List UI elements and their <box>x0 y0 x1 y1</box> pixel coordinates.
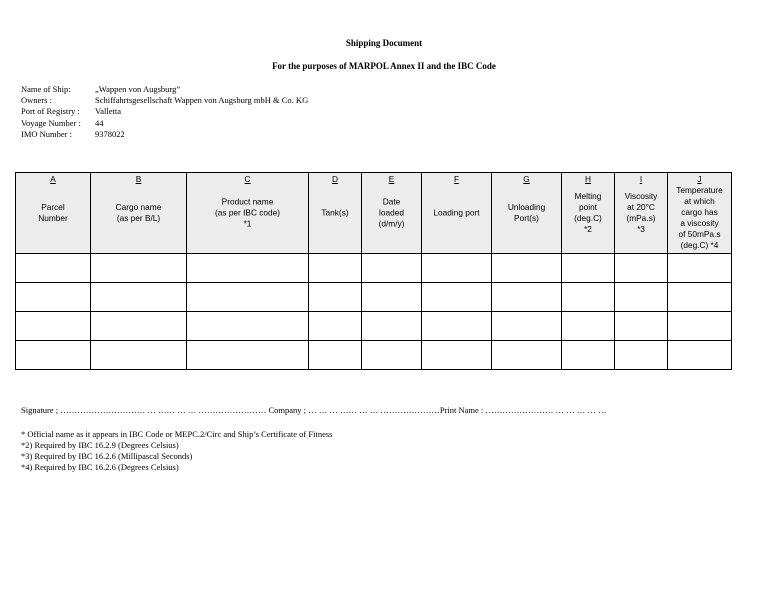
ship-name-label: Name of Ship: <box>21 84 71 94</box>
column-header-a <box>16 173 91 254</box>
voyage-number-value: 44 <box>95 117 104 128</box>
table-cell[interactable] <box>422 312 492 341</box>
column-letter: G <box>523 174 530 184</box>
table-cell[interactable] <box>492 312 562 341</box>
imo-number-value: 9378022 <box>95 128 125 139</box>
column-desc: Tank(s) <box>321 207 349 218</box>
column-desc: Date loaded (d/m/y) <box>378 196 405 229</box>
column-header-b <box>91 173 187 254</box>
column-header-i <box>615 173 668 254</box>
table-cell[interactable] <box>91 341 187 370</box>
table-row <box>16 254 732 283</box>
table-cell[interactable] <box>187 341 309 370</box>
column-letter: H <box>585 174 591 184</box>
column-header-g <box>492 173 562 254</box>
voyage-number-label: Voyage Number : <box>21 117 81 128</box>
table-cell[interactable] <box>615 341 668 370</box>
column-letter: J <box>697 174 702 184</box>
imo-number-label: IMO Number : <box>21 128 72 139</box>
table-cell[interactable] <box>91 283 187 312</box>
table-cell[interactable] <box>668 254 732 283</box>
footnote: *2) Required by IBC 16.2.9 (Degrees Celsius) <box>21 440 179 450</box>
signature-line: Signature ; ………………………… … …… … … …………………… Company ; … … … …… … … …………………Print Name : …………………… … … … … … <box>21 405 607 415</box>
footnotes <box>21 429 332 473</box>
column-desc: Parcel Number <box>38 202 68 223</box>
table-cell[interactable] <box>362 341 422 370</box>
column-desc: Melting point (deg.C) *2 <box>574 191 602 234</box>
table-cell[interactable] <box>16 341 91 370</box>
table-cell[interactable] <box>562 283 615 312</box>
table-cell[interactable] <box>492 254 562 283</box>
document-title: Shipping Document <box>345 38 423 48</box>
cargo-table <box>15 172 732 370</box>
table-cell[interactable] <box>562 254 615 283</box>
column-letter: C <box>244 174 251 184</box>
ship-info-row <box>21 118 308 129</box>
table-cell[interactable] <box>362 312 422 341</box>
table-cell[interactable] <box>16 312 91 341</box>
ship-info-row <box>21 129 308 140</box>
column-letter: B <box>135 174 142 184</box>
column-letter: D <box>332 174 338 184</box>
table-header-row <box>16 173 732 254</box>
ship-info-row <box>21 95 308 106</box>
ship-name-value: „Wappen von Augsburg” <box>95 84 181 94</box>
table-row <box>16 283 732 312</box>
column-header-e <box>362 173 422 254</box>
column-letter: A <box>50 174 56 184</box>
table-cell[interactable] <box>422 341 492 370</box>
column-header-f <box>422 173 492 254</box>
port-of-registry-value: Valletta <box>95 106 121 117</box>
table-cell[interactable] <box>668 283 732 312</box>
table-cell[interactable] <box>615 254 668 283</box>
ship-info <box>21 84 308 140</box>
table-cell[interactable] <box>16 283 91 312</box>
column-letter: E <box>388 174 395 184</box>
table-cell[interactable] <box>309 283 362 312</box>
table-cell[interactable] <box>615 312 668 341</box>
table-cell[interactable] <box>492 341 562 370</box>
column-header-d <box>309 173 362 254</box>
table-cell[interactable] <box>615 283 668 312</box>
table-cell[interactable] <box>562 341 615 370</box>
port-of-registry-label: Port of Registry : <box>21 106 80 117</box>
table-cell[interactable] <box>309 312 362 341</box>
table-cell[interactable] <box>187 254 309 283</box>
column-desc: Unloading Port(s) <box>507 202 546 223</box>
table-cell[interactable] <box>91 254 187 283</box>
table-cell[interactable] <box>309 254 362 283</box>
ship-info-row <box>21 106 308 117</box>
column-header-j <box>668 173 732 254</box>
footnote: *3) Required by IBC 16.2.6 (Millipascal Seconds) <box>21 451 193 461</box>
column-header-h <box>562 173 615 254</box>
table-cell[interactable] <box>187 283 309 312</box>
table-cell[interactable] <box>562 312 615 341</box>
table-cell[interactable] <box>422 254 492 283</box>
owners-label: Owners : <box>21 95 52 106</box>
column-desc: Product name (as per IBC code) *1 <box>214 196 281 229</box>
table-cell[interactable] <box>16 254 91 283</box>
table-cell[interactable] <box>362 283 422 312</box>
column-desc: Temperature at which cargo has a viscosity of 50mPa.s (deg.C) *4 <box>676 185 723 250</box>
table-cell[interactable] <box>187 312 309 341</box>
table-row <box>16 341 732 370</box>
table-cell[interactable] <box>422 283 492 312</box>
table-cell[interactable] <box>91 312 187 341</box>
table-cell[interactable] <box>309 341 362 370</box>
table-cell[interactable] <box>492 283 562 312</box>
table-cell[interactable] <box>668 341 732 370</box>
column-desc: Loading port <box>433 207 480 218</box>
column-desc: Cargo name (as per B/L) <box>115 202 162 223</box>
column-letter: F <box>453 174 460 184</box>
column-header-c <box>187 173 309 254</box>
column-desc: Viscosity at 20°C (mPa.s) *3 <box>624 191 658 234</box>
table-cell[interactable] <box>362 254 422 283</box>
footnote: *4) Required by IBC 16.2.6 (Degrees Celsius) <box>21 462 179 472</box>
document-subtitle: For the purposes of MARPOL Annex II and the IBC Code <box>272 61 496 71</box>
column-letter: I <box>639 174 643 184</box>
table-cell[interactable] <box>668 312 732 341</box>
footnote: * Official name as it appears in IBC Code or MEPC.2/Circ and Ship’s Certificate of Fitness <box>21 429 333 439</box>
table-row <box>16 312 732 341</box>
owners-value: Schiffahrtsgesellschaft Wappen von Augsburg mbH & Co. KG <box>95 95 309 106</box>
ship-info-row <box>21 84 308 95</box>
